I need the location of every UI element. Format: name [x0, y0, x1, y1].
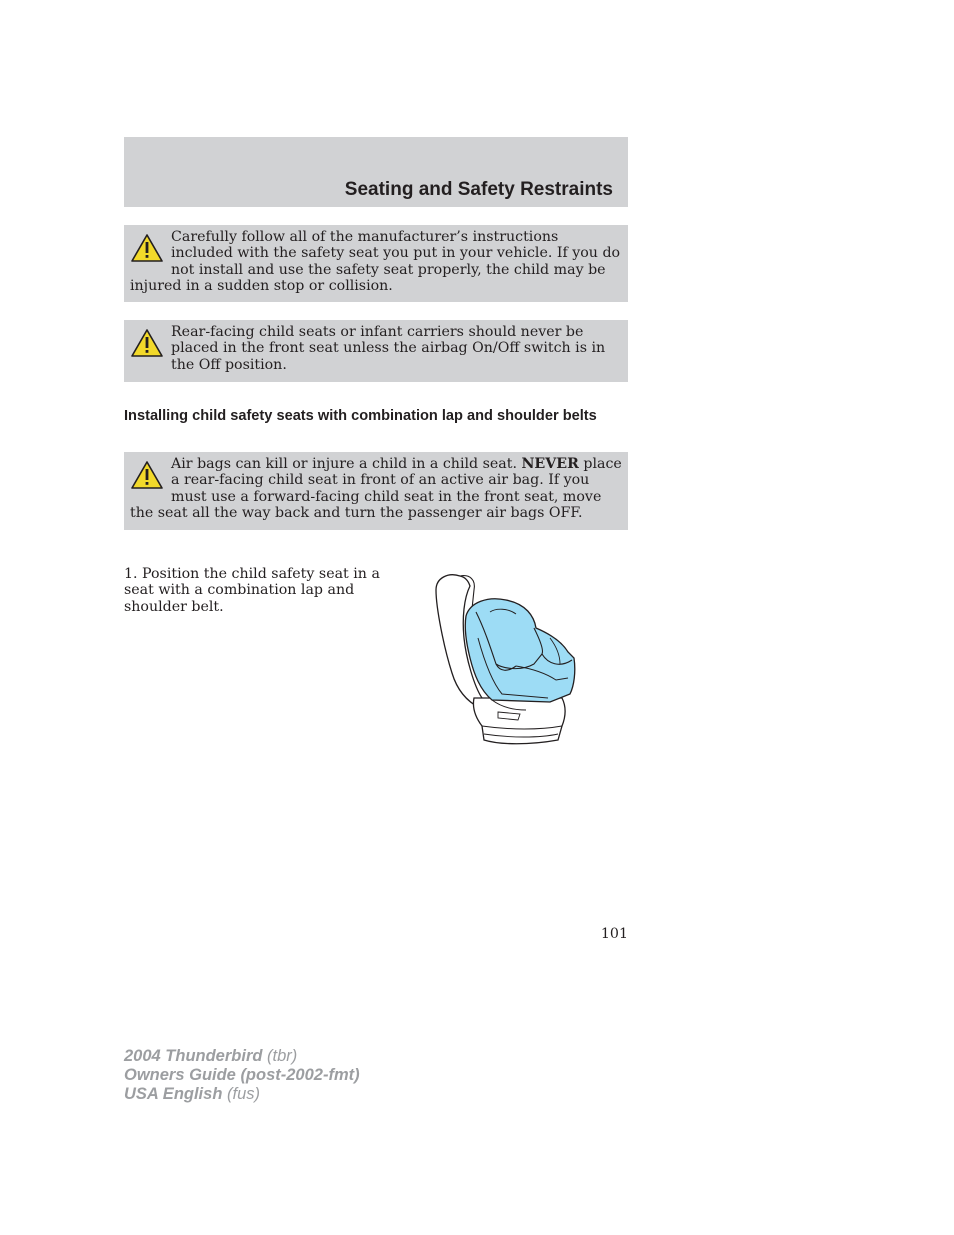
page-number: 101	[600, 926, 628, 942]
footer-line-2	[124, 1066, 360, 1085]
warning-text-1: Carefully follow all of the manufacturer’s instructions included with the safety seat you put in your vehicle. If you do not install and use the safety seat properly, the child may be injured in a sudden stop or collision.	[130, 229, 621, 295]
footer-language: USA English	[124, 1085, 223, 1103]
warning-box-2	[124, 320, 628, 382]
footer-guide: Owners Guide (post-2002-fmt)	[124, 1066, 360, 1084]
warning-triangle-icon	[130, 460, 164, 490]
section-header-band	[124, 137, 628, 207]
document-footer	[124, 1047, 360, 1104]
page-title: Seating and Safety Restraints	[344, 179, 613, 200]
warning-triangle-icon	[130, 328, 164, 358]
footer-line-3	[124, 1085, 360, 1104]
warning-triangle-icon	[130, 233, 164, 263]
warning-box-3	[124, 452, 628, 530]
child-seat-illustration	[430, 568, 580, 748]
section-heading: Installing child safety seats with combination lap and shoulder belts	[124, 408, 597, 424]
step-1-text: 1. Position the child safety seat in a seat with a combination lap and shoulder belt.	[124, 566, 380, 615]
footer-model: 2004 Thunderbird	[124, 1047, 263, 1065]
footer-line-1	[124, 1047, 360, 1066]
warning-text-3-before: Air bags can kill or injure a child in a child seat.	[171, 456, 522, 472]
warning-text-2: Rear-facing child seats or infant carriers should never be placed in the front seat unless the airbag On/Off switch is in the Off position.	[171, 324, 606, 373]
warning-text-3-after: place a rear-facing child seat in front of an active air bag. If you must use a forward-facing child seat in the front seat, move the seat all the way back and turn the passenger air bags OFF.	[130, 456, 622, 522]
footer-language-code: (fus)	[227, 1085, 260, 1103]
warning-text-3	[130, 456, 622, 522]
warning-box-1	[124, 225, 628, 302]
footer-model-code: (tbr)	[267, 1047, 298, 1065]
warning-emphasis: NEVER	[521, 456, 579, 472]
